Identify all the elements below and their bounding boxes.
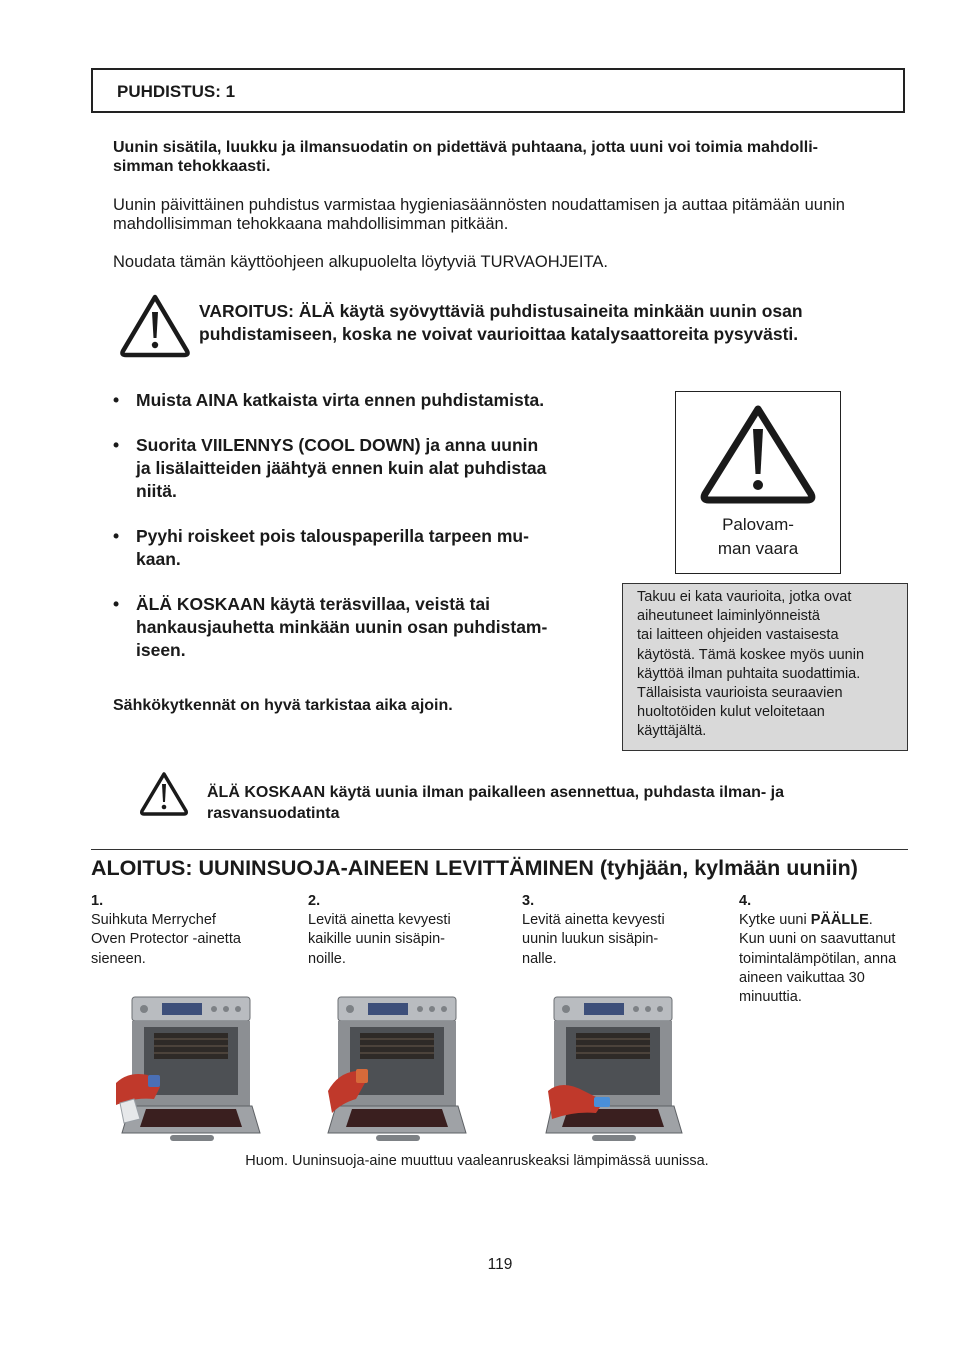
fire-hazard-box	[675, 391, 841, 574]
guarantee-notice: Takuu ei kata vaurioita, jotka ovat aiheutuneet laiminlyönneistä tai laitteen ohjeiden vastaisesta käytöstä. Tämä koskee myös uunin käyttöä ilman puhtaita suodattimia. Tällaisista vaurioista seuraavien huoltotöiden kulut veloitetaan käyttäjältä.	[622, 583, 908, 751]
section-header-title: PUHDISTUS: 1	[117, 82, 236, 101]
footnote: Huom. Uuninsuoja-aine muuttuu vaaleanruskeaksi lämpimässä uunissa.	[245, 1153, 709, 1169]
oven-illustration	[114, 995, 264, 1145]
list-item: • Pyyhi roiskeet pois talouspaperilla tarpeen mu- kaan.	[113, 525, 603, 571]
oven-illustration	[326, 995, 476, 1145]
step-1: 1. Suihkuta Merrychef Oven Protector -ainetta sieneen.	[91, 893, 241, 967]
safety-reference: Noudata tämän käyttöohjeen alkupuolelta löytyviä TURVAOHJEITA.	[113, 253, 608, 271]
warning-triangle-icon	[139, 770, 189, 816]
oven-illustration	[544, 995, 694, 1145]
warning-triangle-icon	[698, 402, 818, 506]
electrical-note: Sähkökytkennät on hyvä tarkistaa aika ajoin.	[113, 697, 453, 714]
list-item: • Muista AINA katkaista virta ennen puhdistamista.	[113, 389, 603, 412]
page-number: 119	[487, 1256, 513, 1273]
section-header	[91, 68, 905, 113]
intro-paragraph: Uunin päivittäinen puhdistus varmistaa hygieniasäännösten noudattamisen ja auttaa pitämään uunin mahdollisimman tehokkaana mahdollisimman pitkään.	[113, 196, 845, 233]
step-3: 3. Levitä ainetta kevyesti uunin luukun sisäpin- nalle.	[522, 893, 665, 967]
intro-bold: Uunin sisätila, luukku ja ilmansuodatin on pidettävä puhtaana, jotta uuni voi toimia mahdolli- simman tehokkaasti.	[113, 139, 818, 175]
list-item: • Suorita VIILENNYS (COOL DOWN) ja anna uunin ja lisälaitteiden jäähtyä ennen kuin alat puhdistaa niitä.	[113, 434, 603, 503]
section-divider	[91, 849, 908, 850]
corrosive-warning: VAROITUS: ÄLÄ käytä syövyttäviä puhdistusaineita minkään uunin osan puhdistamiseen, koska ne voivat vaurioittaa katalysaattoreita pysyvästi.	[199, 301, 803, 344]
warning-triangle-icon	[119, 292, 191, 358]
list-item: • ÄLÄ KOSKAAN käytä teräsvillaa, veistä tai hankausjauhetta minkään uunin osan puhdistam- iseen.	[113, 593, 603, 662]
step-4: 4. Kytke uuni PÄÄLLE. Kun uuni on saavuttanut toimintalämpötilan, anna aineen vaikuttaa 30 minuuttia.	[739, 893, 897, 1006]
section-title: ALOITUS: UUNINSUOJA-AINEEN LEVITTÄMINEN (tyhjään, kylmään uuniin)	[91, 856, 858, 880]
filter-warning: ÄLÄ KOSKAAN käytä uunia ilman paikalleen asennettua, puhdasta ilman- ja rasvansuodatinta	[207, 784, 785, 822]
step-2: 2. Levitä ainetta kevyesti kaikille uunin sisäpin- noille.	[308, 893, 451, 967]
cleaning-bullet-list	[113, 389, 603, 684]
fire-hazard-caption: Palovam- man vaara	[717, 515, 799, 558]
